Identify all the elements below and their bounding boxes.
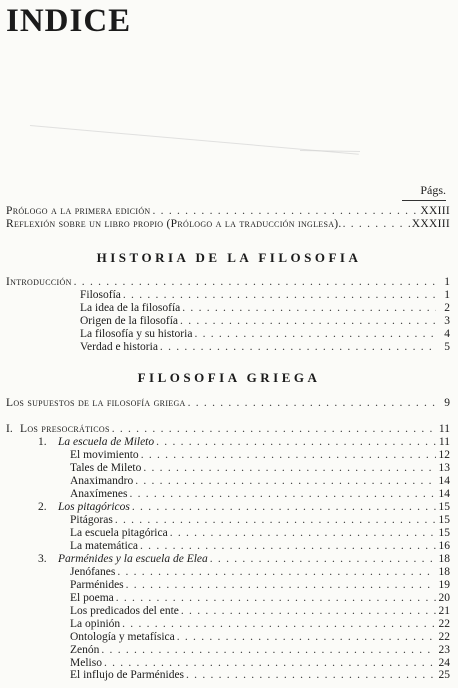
toc-entry-page: 15 bbox=[438, 514, 450, 526]
toc-entry[interactable] bbox=[70, 605, 450, 618]
leader-dots bbox=[194, 328, 436, 341]
toc-entry-page: 14 bbox=[438, 488, 450, 500]
toc-entry[interactable] bbox=[70, 631, 450, 644]
leader-dots bbox=[186, 669, 436, 682]
toc-entry-label: La idea de la filosofía bbox=[80, 302, 181, 314]
toc-entry-label: Los supuestos de la filosofía griega bbox=[6, 397, 186, 409]
toc-entry[interactable] bbox=[38, 553, 450, 566]
leader-dots bbox=[160, 341, 436, 354]
toc-entry-label: El influjo de Parménides bbox=[70, 669, 185, 681]
toc-entry[interactable] bbox=[70, 540, 450, 553]
toc-entry-page: 18 bbox=[438, 566, 450, 578]
toc-entry[interactable] bbox=[6, 276, 450, 289]
toc-entry[interactable] bbox=[70, 488, 450, 501]
pages-column-label: Págs. bbox=[420, 183, 446, 197]
toc-entry-label: Introducción bbox=[6, 276, 72, 288]
leader-dots bbox=[101, 644, 436, 657]
toc-entry-label: El poema bbox=[70, 592, 114, 604]
toc-entry-label: Filosofía bbox=[80, 289, 121, 301]
toc-entry-number: 3. bbox=[38, 553, 47, 565]
toc-entry-label: Reflexión sobre un libro propio (Prólogo a la traducción inglesa). bbox=[6, 218, 342, 230]
toc-entry-page: 22 bbox=[438, 618, 450, 630]
toc-entry-page: 23 bbox=[438, 644, 450, 656]
leader-dots bbox=[141, 449, 436, 462]
leader-dots bbox=[156, 436, 436, 449]
toc-entry-label: La escuela pitagórica bbox=[70, 527, 168, 539]
toc-entry[interactable] bbox=[70, 462, 450, 475]
toc-entry-page: 19 bbox=[438, 579, 450, 591]
toc-entry[interactable] bbox=[70, 475, 450, 488]
toc-entry-label: Los presocráticos bbox=[20, 423, 110, 435]
leader-dots bbox=[117, 566, 436, 579]
toc-entry-label: El movimiento bbox=[70, 449, 139, 461]
toc-entry-page: 21 bbox=[438, 605, 450, 617]
section-heading-historia: HISTORIA DE LA FILOSOFIA bbox=[96, 250, 362, 265]
toc-entry-page: XXXIII bbox=[411, 218, 450, 230]
toc-entry-page: 25 bbox=[438, 669, 450, 681]
leader-dots bbox=[132, 501, 436, 514]
toc-entry-page: 11 bbox=[438, 423, 450, 435]
toc-entry[interactable] bbox=[38, 501, 450, 514]
toc-entry[interactable] bbox=[70, 514, 450, 527]
leader-dots bbox=[74, 276, 436, 289]
toc-entry[interactable] bbox=[70, 669, 450, 682]
toc-entry[interactable] bbox=[6, 397, 450, 410]
leader-dots bbox=[210, 553, 436, 566]
leader-dots bbox=[188, 397, 436, 410]
toc-entry-label: La filosofía y su historia bbox=[80, 328, 193, 340]
toc-entry-label: Origen de la filosofía bbox=[80, 315, 179, 327]
leader-dots bbox=[143, 462, 436, 475]
toc-entry-label: Pitágoras bbox=[70, 514, 113, 526]
leader-dots bbox=[112, 423, 436, 436]
toc-entry-label: Parménides y la escuela de Elea bbox=[58, 553, 208, 565]
leader-dots bbox=[177, 631, 436, 644]
toc-entry-page: 18 bbox=[438, 553, 450, 565]
toc-entry[interactable] bbox=[70, 579, 450, 592]
toc-entry[interactable] bbox=[70, 618, 450, 631]
leader-dots bbox=[153, 205, 419, 218]
toc-entry-label: Tales de Mileto bbox=[70, 462, 142, 474]
toc-entry-label: Verdad e historia bbox=[80, 341, 158, 353]
toc-entry[interactable] bbox=[80, 315, 450, 328]
toc-entry[interactable] bbox=[6, 423, 450, 436]
toc-entry-label: Anaxímenes bbox=[70, 488, 128, 500]
toc-entry-label: Zenón bbox=[70, 644, 100, 656]
toc-entry-page: 5 bbox=[444, 341, 450, 353]
toc-entry-number: 1. bbox=[38, 436, 47, 448]
toc-entry[interactable] bbox=[70, 449, 450, 462]
toc-entry-label: La matemática bbox=[70, 540, 139, 552]
leader-dots bbox=[343, 218, 411, 231]
toc-entry[interactable] bbox=[70, 592, 450, 605]
toc-entry-label: Ontología y metafísica bbox=[70, 631, 175, 643]
toc-entry-label: La opinión bbox=[70, 618, 121, 630]
toc-entry-page: 20 bbox=[438, 592, 450, 604]
toc-entry-page: 11 bbox=[438, 436, 450, 448]
section-heading-griega: FILOSOFIA GRIEGA bbox=[137, 370, 321, 385]
page-title: INDICE bbox=[6, 3, 132, 39]
toc-entry-label: Prólogo a la primera edición bbox=[6, 205, 151, 217]
toc-entry-label: Meliso bbox=[70, 657, 102, 669]
leader-dots bbox=[115, 514, 436, 527]
toc-entry[interactable] bbox=[70, 527, 450, 540]
toc-entry-number: I. bbox=[6, 423, 13, 435]
toc-entry-page: 13 bbox=[438, 462, 450, 474]
toc-entry[interactable] bbox=[80, 328, 450, 341]
toc-entry-page: 3 bbox=[444, 315, 450, 327]
toc-entry-page: 9 bbox=[444, 397, 450, 409]
leader-dots bbox=[126, 579, 436, 592]
toc-entry-label: Anaximandro bbox=[70, 475, 134, 487]
leader-dots bbox=[180, 315, 436, 328]
pages-column-rule bbox=[402, 200, 446, 201]
toc-entry-page: 14 bbox=[438, 475, 450, 487]
toc-entry-page: 16 bbox=[438, 540, 450, 552]
leader-dots bbox=[135, 475, 436, 488]
toc-entry-page: 2 bbox=[444, 302, 450, 314]
leader-dots bbox=[129, 488, 436, 501]
toc-entry-number: 2. bbox=[38, 501, 47, 513]
toc-entry[interactable] bbox=[38, 436, 450, 449]
toc-entry-page: 4 bbox=[444, 328, 450, 340]
leader-dots bbox=[182, 302, 436, 315]
toc-entry[interactable] bbox=[80, 341, 450, 354]
toc-entry-page: 12 bbox=[438, 449, 450, 461]
toc-entry-page: 1 bbox=[444, 276, 450, 288]
toc-entry-label: Los pitagóricos bbox=[58, 501, 130, 513]
toc-entry-page: 24 bbox=[438, 657, 450, 669]
toc-entry-label: Parménides bbox=[70, 579, 124, 591]
toc-entry[interactable] bbox=[80, 289, 450, 302]
leader-dots bbox=[123, 289, 436, 302]
leader-dots bbox=[140, 540, 436, 553]
toc-entry-page: 1 bbox=[444, 289, 450, 301]
leader-dots bbox=[116, 592, 436, 605]
toc-entry-page: 15 bbox=[438, 501, 450, 513]
toc-entry-reflexion[interactable] bbox=[6, 218, 450, 231]
toc-entry-prologo[interactable] bbox=[6, 205, 450, 218]
toc-entry-page: 15 bbox=[438, 527, 450, 539]
toc-entry[interactable] bbox=[70, 566, 450, 579]
leader-dots bbox=[122, 618, 436, 631]
toc-entry-page: XXIII bbox=[420, 205, 450, 217]
toc-entry-label: La escuela de Mileto bbox=[58, 436, 155, 448]
leader-dots bbox=[170, 527, 436, 540]
toc-entry-page: 22 bbox=[438, 631, 450, 643]
toc-entry[interactable] bbox=[80, 302, 450, 315]
toc-entry[interactable] bbox=[70, 644, 450, 657]
toc-entry-label: Los predicados del ente bbox=[70, 605, 179, 617]
toc-entry-label: Jenófanes bbox=[70, 566, 116, 578]
leader-dots bbox=[181, 605, 436, 618]
